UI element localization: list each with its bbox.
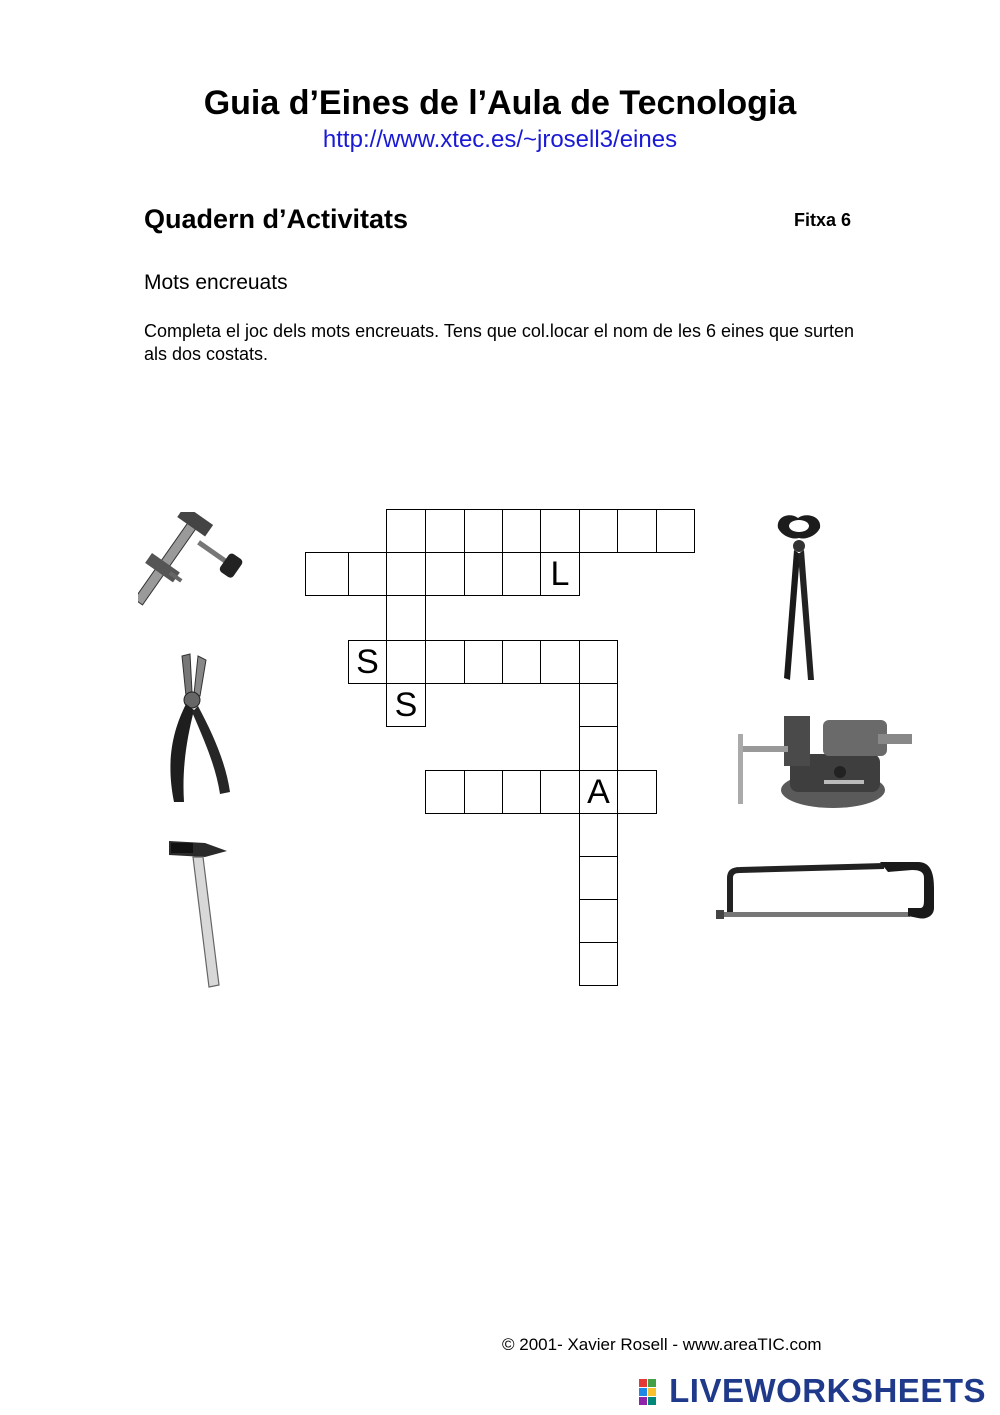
page-title: Guia d’Eines de l’Aula de Tecnologia	[203, 84, 797, 122]
vise-icon	[728, 710, 918, 815]
crossword-cell[interactable]	[502, 640, 541, 684]
crossword-cell[interactable]	[305, 552, 349, 596]
section-title: Quadern d’Activitats	[144, 204, 409, 234]
crossword-cell-given: A	[579, 770, 618, 814]
crossword-cell[interactable]	[348, 552, 387, 596]
copyright-footer: © 2001- Xavier Rosell - www.areaTIC.com	[502, 1335, 822, 1354]
crossword-cell[interactable]	[502, 552, 541, 596]
crossword-cell[interactable]	[579, 726, 618, 771]
activity-instructions: Completa el joc dels mots encreuats. Tens que col.locar el nom de les 6 eines que surten als dos costats.	[144, 321, 855, 364]
crossword-cell[interactable]	[579, 856, 618, 900]
crossword-cell[interactable]	[386, 640, 426, 684]
crossword-cell-given: L	[540, 552, 580, 596]
pliers-icon	[160, 652, 240, 807]
crossword-cell[interactable]	[579, 683, 618, 727]
liveworksheets-brand	[639, 1372, 986, 1410]
crossword-cell[interactable]	[579, 942, 618, 986]
crossword-cell[interactable]	[617, 509, 657, 553]
crossword-cell-given: S	[386, 683, 426, 727]
crossword-cell[interactable]	[579, 640, 618, 684]
crossword-cell[interactable]	[425, 509, 465, 553]
crossword-cell[interactable]	[386, 552, 426, 596]
crossword-cell[interactable]	[386, 595, 426, 641]
crossword-cell[interactable]	[425, 640, 465, 684]
crossword-cell[interactable]	[464, 770, 503, 814]
crossword-cell[interactable]	[617, 770, 657, 814]
liveworksheets-logo-icon	[639, 1379, 665, 1405]
crossword-cell[interactable]	[464, 640, 503, 684]
brand-name: LIVEWORKSHEETS	[669, 1372, 986, 1409]
source-url-link[interactable]: http://www.xtec.es/~jrosell3/eines	[322, 126, 678, 153]
crossword-cell[interactable]	[425, 770, 465, 814]
crossword-cell[interactable]	[540, 770, 580, 814]
crossword-cell[interactable]	[540, 509, 580, 553]
crossword-cell[interactable]	[579, 813, 618, 857]
sheet-number: Fitxa 6	[794, 210, 852, 230]
crossword-cell[interactable]	[656, 509, 695, 553]
crossword-cell[interactable]	[579, 899, 618, 943]
crossword-cell[interactable]	[579, 509, 618, 553]
crossword-cell[interactable]	[502, 509, 541, 553]
crossword-cell[interactable]	[464, 552, 503, 596]
activity-subtitle: Mots encreuats	[144, 271, 288, 294]
hammer-icon	[165, 835, 240, 995]
crossword-cell[interactable]	[425, 552, 465, 596]
crossword-cell[interactable]	[540, 640, 580, 684]
crossword-cell-given: S	[348, 640, 387, 684]
pincers-icon	[770, 510, 830, 685]
crossword-cell[interactable]	[464, 509, 503, 553]
crossword-cell[interactable]	[502, 770, 541, 814]
clamp-icon	[138, 512, 253, 642]
hacksaw-icon	[712, 858, 942, 928]
crossword-cell[interactable]	[386, 509, 426, 553]
